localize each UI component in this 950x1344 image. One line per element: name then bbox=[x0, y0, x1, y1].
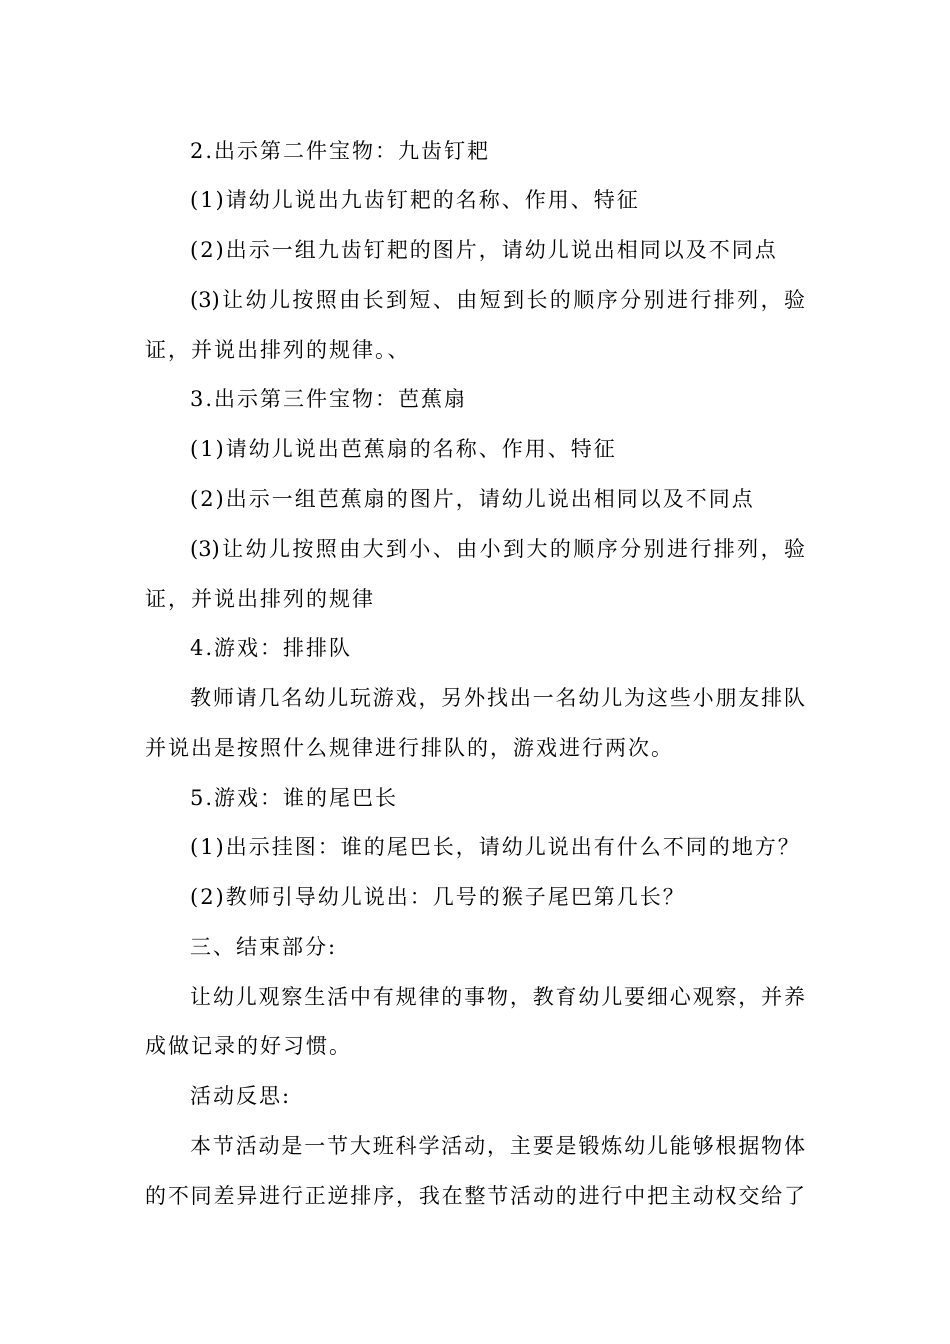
step-2-3-line-2: 证，并说出排列的规律。、 bbox=[145, 338, 411, 362]
step-2-2: (2)出示一组九齿钉耙的图片，请幼儿说出相同以及不同点 bbox=[190, 238, 778, 262]
section-heading-4: 4.游戏：排排队 bbox=[190, 636, 353, 660]
ending-paragraph-line-2: 成做记录的好习惯。 bbox=[145, 1034, 352, 1058]
reflection-paragraph-line-1: 本节活动是一节大班科学活动，主要是锻炼幼儿能够根据物体 bbox=[190, 1134, 805, 1158]
reflection-paragraph-line-2: 的不同差异进行正逆排序，我在整节活动的进行中把主动权交给了 bbox=[145, 1184, 805, 1208]
section-heading-3: 3.出示第三件宝物：芭蕉扇 bbox=[190, 387, 468, 411]
step-3-1: (1)请幼儿说出芭蕉扇的名称、作用、特征 bbox=[190, 437, 617, 461]
game-4-paragraph-line-2: 并说出是按照什么规律进行排队的，游戏进行两次。 bbox=[145, 736, 674, 760]
section-heading-2: 2.出示第二件宝物：九齿钉耙 bbox=[190, 139, 491, 163]
ending-paragraph-line-1: 让幼儿观察生活中有规律的事物，教育幼儿要细心观察，并养 bbox=[190, 985, 805, 1009]
step-5-1: (1)出示挂图：谁的尾巴长，请幼儿说出有什么不同的地方？ bbox=[190, 835, 801, 859]
game-4-paragraph-line-1: 教师请几名幼儿玩游戏，另外找出一名幼儿为这些小朋友排队 bbox=[190, 686, 805, 710]
section-heading-ending: 三、结束部分: bbox=[190, 935, 338, 959]
section-heading-reflection: 活动反思: bbox=[190, 1084, 292, 1108]
step-2-1: (1)请幼儿说出九齿钉耙的名称、作用、特征 bbox=[190, 188, 640, 212]
step-3-2: (2)出示一组芭蕉扇的图片，请幼儿说出相同以及不同点 bbox=[190, 487, 755, 511]
section-heading-5: 5.游戏：谁的尾巴长 bbox=[190, 786, 399, 810]
step-3-3-line-1: (3)让幼儿按照由大到小、由小到大的顺序分别进行排列，验 bbox=[190, 537, 805, 561]
step-2-3-line-1: (3)让幼儿按照由长到短、由短到长的顺序分别进行排列，验 bbox=[190, 288, 805, 312]
step-5-2: (2)教师引导幼儿说出：几号的猴子尾巴第几长？ bbox=[190, 885, 686, 909]
step-3-3-line-2: 证，并说出排列的规律 bbox=[145, 587, 375, 611]
